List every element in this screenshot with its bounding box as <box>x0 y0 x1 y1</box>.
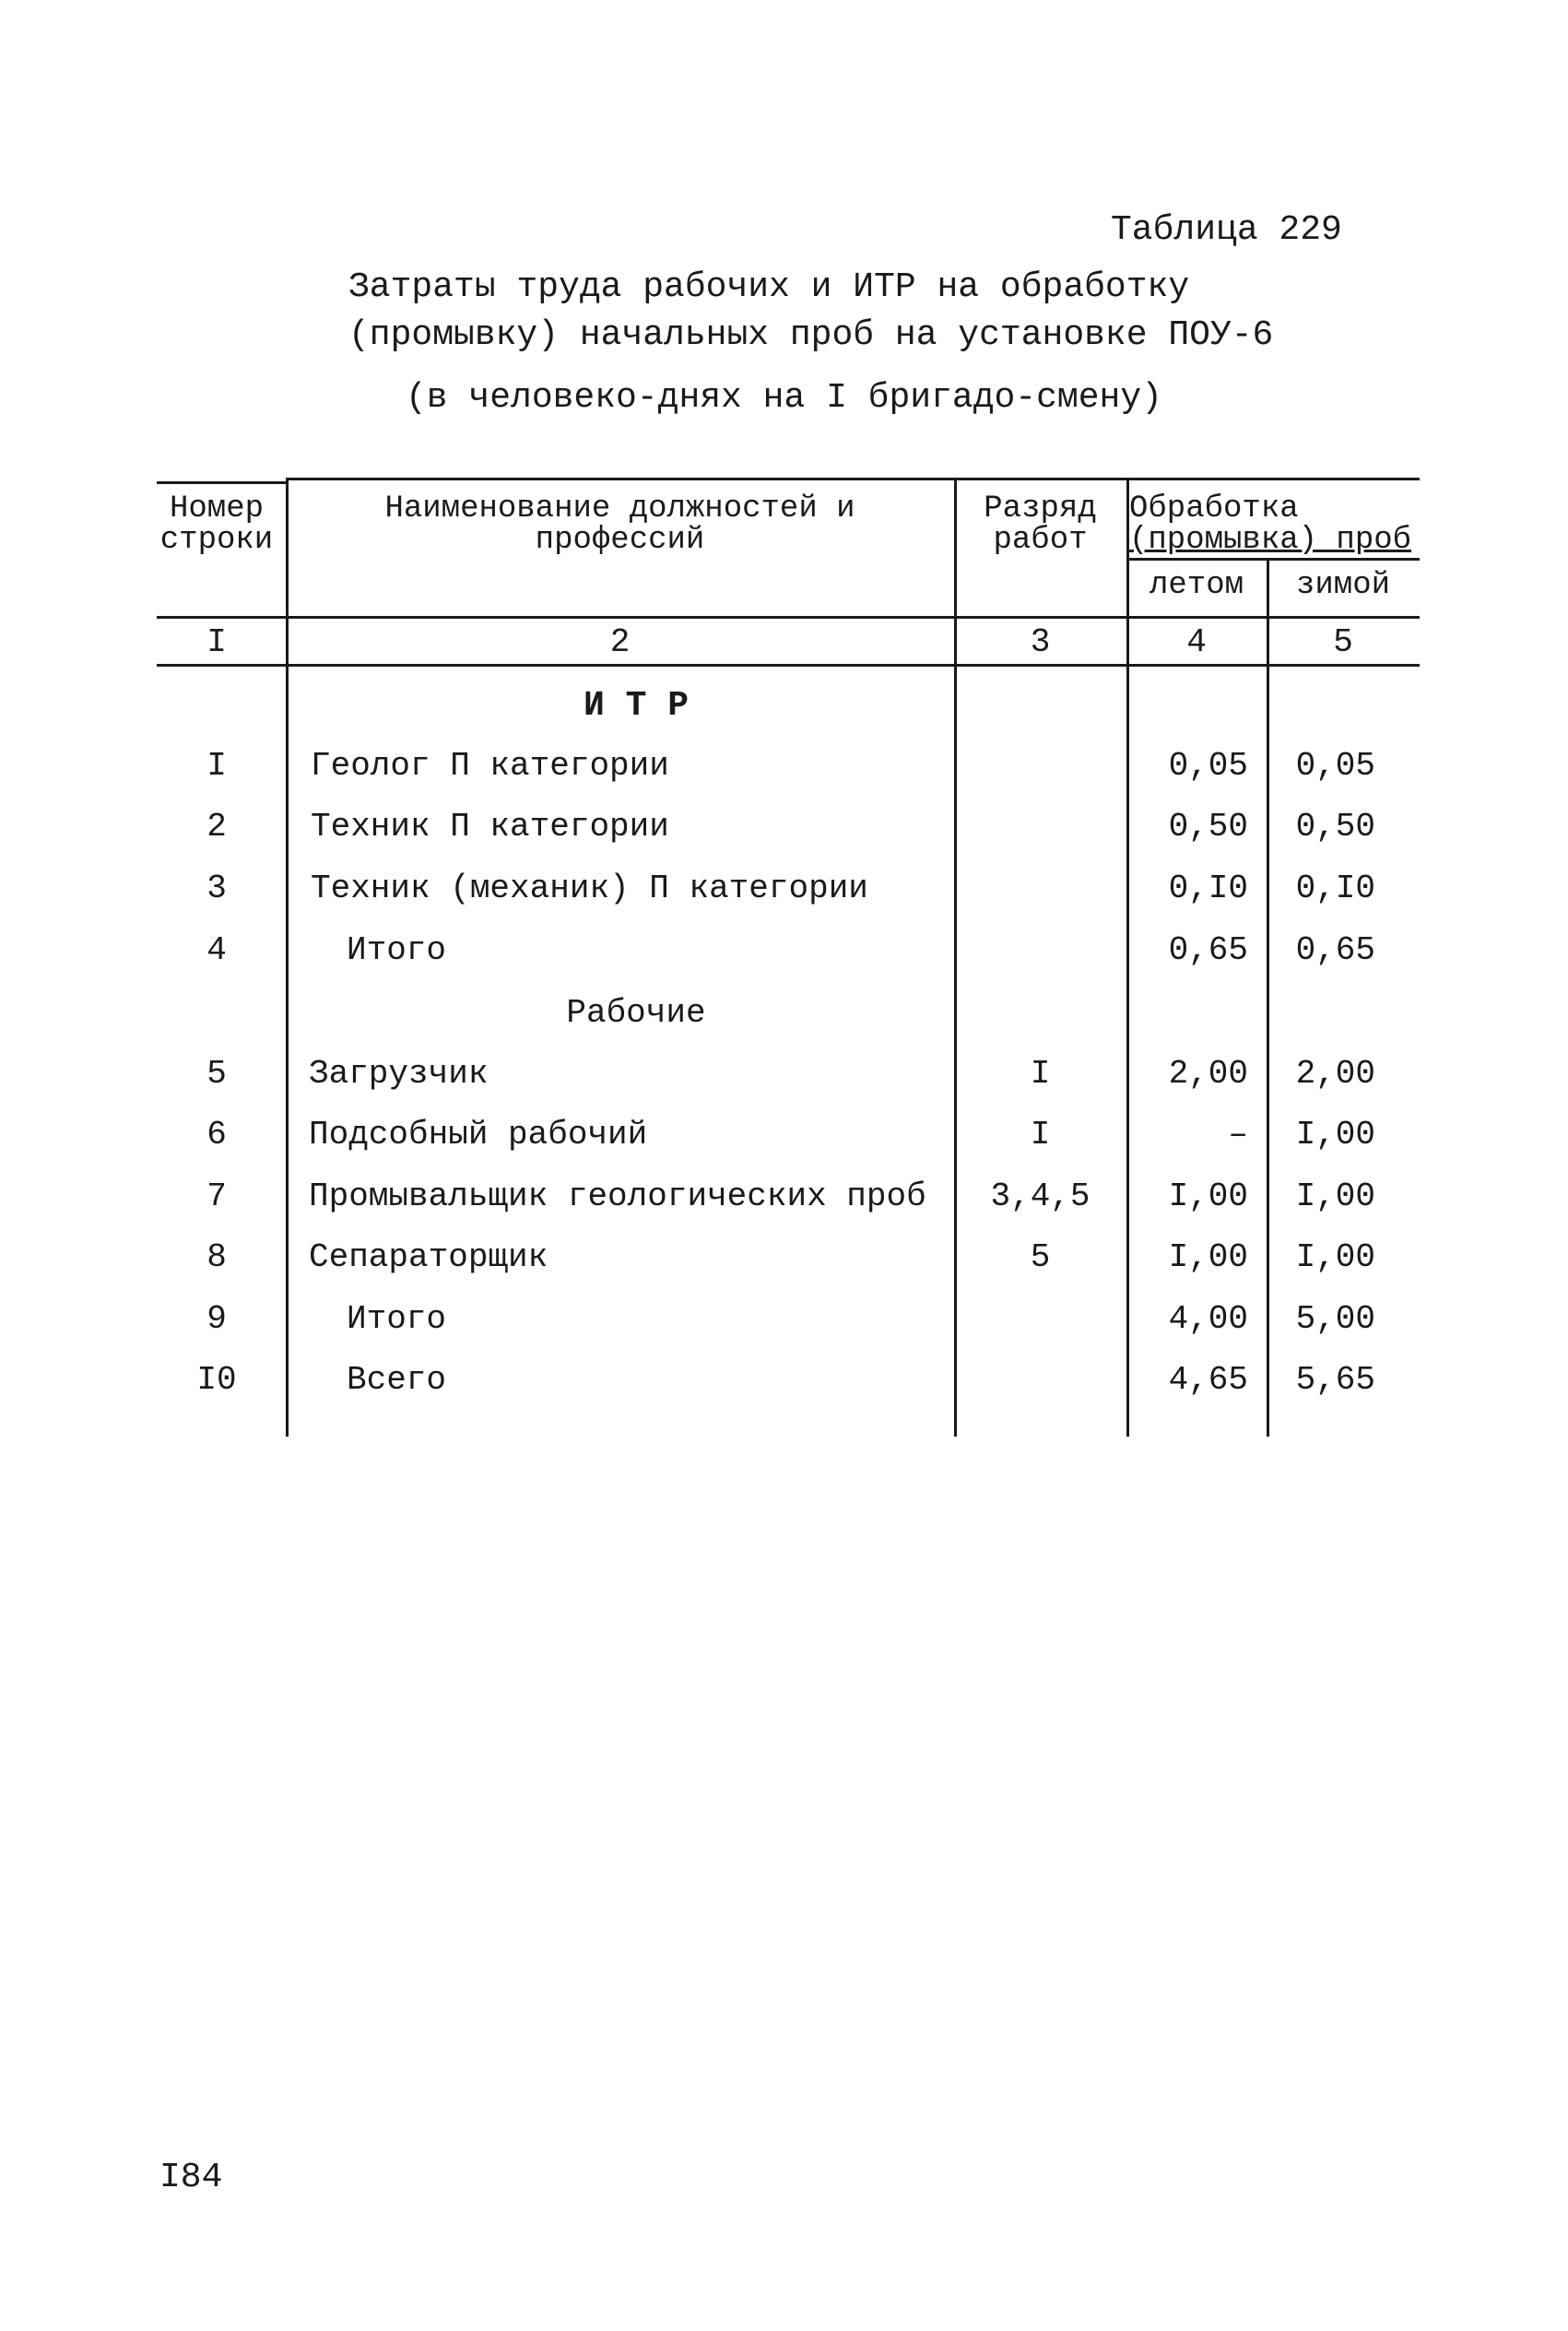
column-number: 4 <box>1186 623 1207 661</box>
cell-position-name: Техник П категории <box>311 808 669 846</box>
cell-summer: 4,00 <box>1168 1300 1248 1338</box>
cell-position-name: Загрузчик <box>309 1055 489 1093</box>
cell-winter: 5,65 <box>1295 1361 1375 1399</box>
cell-grade: 3,4,5 <box>990 1177 1091 1215</box>
cell-grade: I <box>1030 1055 1051 1093</box>
cell-summer: 2,00 <box>1168 1055 1248 1093</box>
column-number: 2 <box>609 623 631 661</box>
rule-top-left <box>157 481 286 484</box>
cell-position-name: Сепараторщик <box>309 1238 548 1276</box>
cell-row-number: I <box>206 747 227 785</box>
cell-summer: 0,65 <box>1168 931 1248 969</box>
cell-row-number: 4 <box>206 931 227 969</box>
header-name: Наименование должностей и профессий <box>384 491 855 558</box>
rule-col-2 <box>954 478 957 1437</box>
section-heading-itr: И Т Р <box>583 686 690 726</box>
cell-winter: 0,05 <box>1295 747 1375 785</box>
cell-winter: 0,50 <box>1295 808 1375 846</box>
column-number: 5 <box>1333 623 1353 661</box>
cell-summer: I,00 <box>1168 1238 1248 1276</box>
rule-top <box>286 478 1420 480</box>
cell-winter: 0,65 <box>1295 931 1375 969</box>
header-processing: Обработка (промывка) проб <box>1129 491 1412 558</box>
cell-row-number: 7 <box>206 1177 227 1215</box>
cell-summer: 4,65 <box>1168 1361 1248 1399</box>
cell-position-name: Итого <box>347 931 447 969</box>
cell-winter: 0,I0 <box>1295 870 1375 907</box>
header-grade: Разряд работ <box>984 491 1097 558</box>
cell-winter: 2,00 <box>1295 1055 1375 1093</box>
cell-row-number: 8 <box>206 1238 227 1276</box>
rule-header-bottom <box>157 616 1420 619</box>
table-units: (в человеко-днях на I бригадо-смену) <box>406 378 1162 418</box>
cell-row-number: 2 <box>206 808 227 846</box>
cell-summer: I,00 <box>1168 1177 1248 1215</box>
cell-row-number: 6 <box>206 1116 227 1154</box>
cell-summer: 0,I0 <box>1168 870 1248 907</box>
header-winter: зимой <box>1295 568 1391 603</box>
cell-winter: 5,00 <box>1295 1300 1375 1338</box>
cell-position-name: Всего <box>347 1361 447 1399</box>
cell-summer: 0,05 <box>1168 747 1248 785</box>
cell-row-number: I0 <box>196 1361 237 1399</box>
cell-row-number: 3 <box>206 870 227 907</box>
table-title-line-2: (промывку) начальных проб на установке ПОУ-6 <box>348 315 1274 355</box>
table-label: Таблица 229 <box>1111 210 1342 250</box>
rule-subheader <box>1126 558 1420 561</box>
cell-winter: I,00 <box>1295 1177 1375 1215</box>
header-summer: летом <box>1149 568 1244 603</box>
cell-position-name: Итого <box>347 1300 447 1338</box>
rule-colnum-bottom <box>157 664 1420 667</box>
cell-winter: I,00 <box>1295 1116 1375 1154</box>
cell-winter: I,00 <box>1295 1238 1375 1276</box>
cell-position-name: Подсобный рабочий <box>309 1116 648 1154</box>
cell-grade: 5 <box>1030 1238 1051 1276</box>
section-heading-workers: Рабочие <box>566 994 706 1032</box>
column-number: 3 <box>1030 623 1051 661</box>
cell-position-name: Геолог П категории <box>311 747 669 785</box>
rule-col-1 <box>286 478 289 1437</box>
cell-summer: – <box>1228 1116 1248 1154</box>
table-title-line-1: Затраты труда рабочих и ИТР на обработку <box>348 267 1190 307</box>
cell-row-number: 9 <box>206 1300 227 1338</box>
cell-position-name: Промывальщик геологических проб <box>309 1177 926 1215</box>
cell-summer: 0,50 <box>1168 808 1248 846</box>
header-row-number: Номер строки <box>159 491 274 558</box>
cell-position-name: Техник (механик) П категории <box>311 870 868 907</box>
page-number: I84 <box>159 2158 223 2197</box>
column-number: I <box>206 623 227 661</box>
cell-grade: I <box>1030 1116 1051 1154</box>
cell-row-number: 5 <box>206 1055 227 1093</box>
